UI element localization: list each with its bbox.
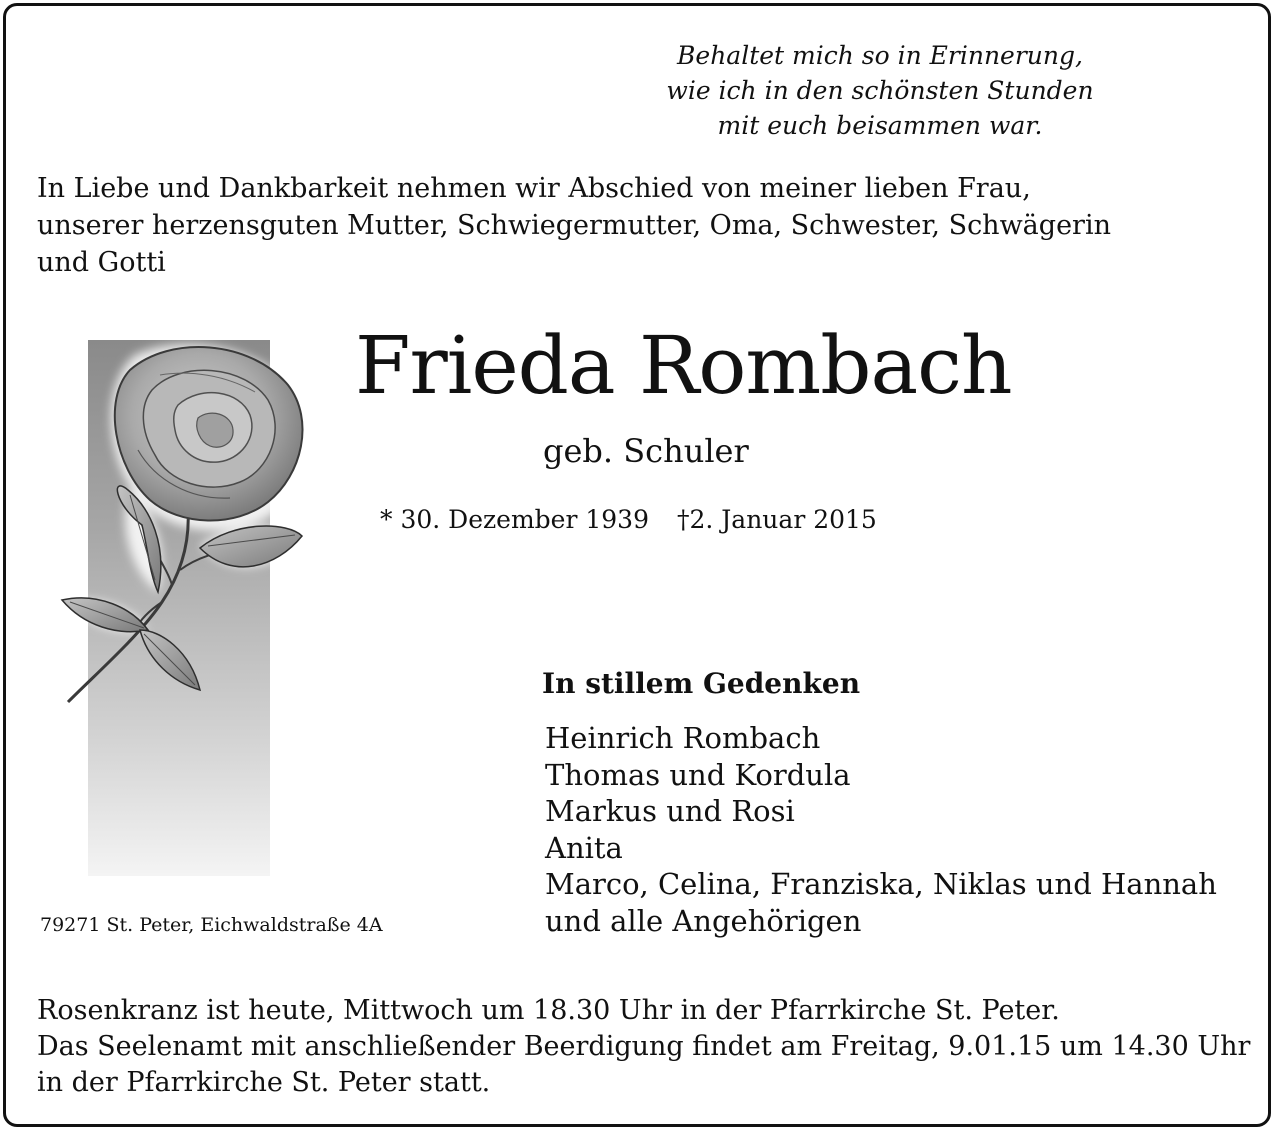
service-line: Rosenkranz ist heute, Mittwoch um 18.30 Uhr in der Pfarrkirche St. Peter. xyxy=(37,995,1060,1026)
motto-verse xyxy=(620,38,1140,143)
service-info xyxy=(37,993,1250,1101)
intro-line: In Liebe und Dankbarkeit nehmen wir Abschied von meiner lieben Frau, xyxy=(37,173,1031,204)
mourner-name: Heinrich Rombach xyxy=(545,721,821,755)
intro-text xyxy=(37,170,1237,281)
mourners-list xyxy=(545,720,1217,939)
motto-line: Behaltet mich so in Erinnerung, xyxy=(677,41,1083,70)
motto-line: mit euch beisammen war. xyxy=(717,111,1043,140)
death-date: †2. Januar 2015 xyxy=(676,505,877,534)
birth-date: * 30. Dezember 1939 xyxy=(380,505,649,534)
service-line: Das Seelenamt mit anschließender Beerdigung findet am Freitag, 9.01.15 um 14.30 Uhr xyxy=(37,1031,1251,1062)
mourner-name: und alle Angehörigen xyxy=(545,903,862,938)
mourner-name: Thomas und Kordula xyxy=(545,757,851,792)
intro-line: und Gotti xyxy=(37,247,166,278)
mourner-name: Marco, Celina, Franziska, Niklas und Hannah xyxy=(545,867,1217,901)
intro-line: unserer herzensguten Mutter, Schwiegermutter, Oma, Schwester, Schwägerin xyxy=(37,210,1111,241)
mourner-name: Markus und Rosi xyxy=(545,794,795,828)
maiden-name: geb. Schuler xyxy=(543,432,749,470)
family-address: 79271 St. Peter, Eichwaldstraße 4A xyxy=(40,914,383,936)
mourner-name: Anita xyxy=(545,830,623,865)
mourners-heading: In stillem Gedenken xyxy=(542,667,861,700)
motto-line: wie ich in den schönsten Stunden xyxy=(666,76,1094,105)
service-line: in der Pfarrkirche St. Peter statt. xyxy=(37,1067,491,1098)
deceased-name: Frieda Rombach xyxy=(355,319,1012,412)
life-dates xyxy=(380,503,877,537)
rose-icon xyxy=(40,330,330,750)
